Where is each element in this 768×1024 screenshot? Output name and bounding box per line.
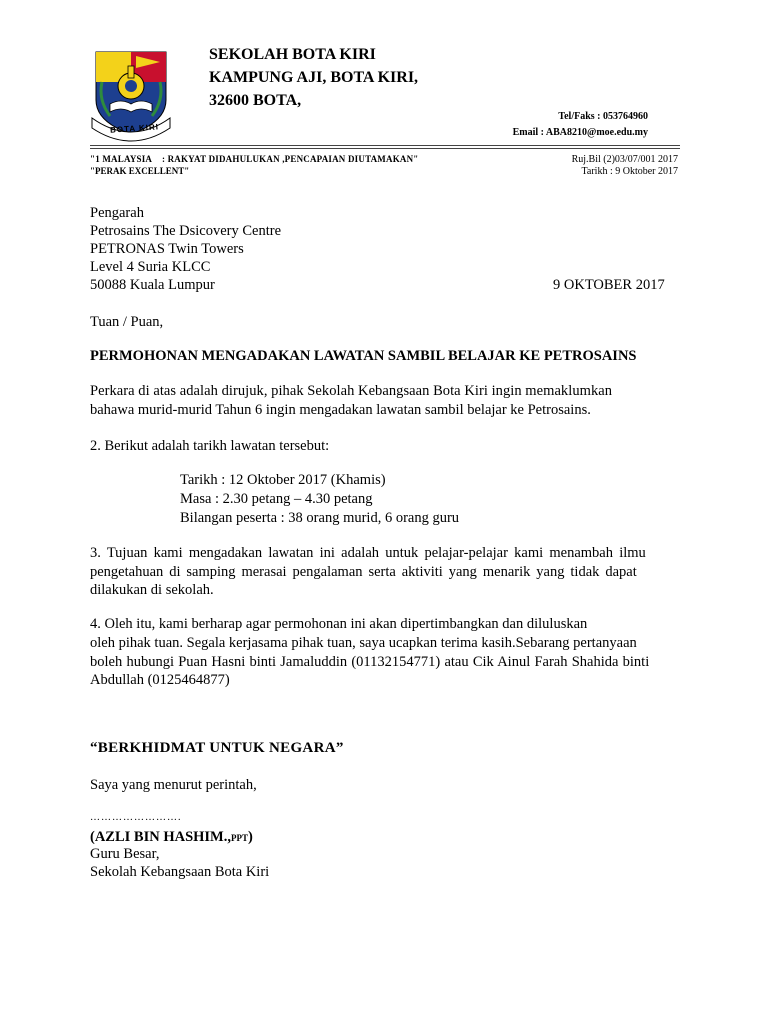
paragraph-4-line: Abdullah (0125464877): [90, 672, 230, 688]
email-address: Email : ABA8210@moe.edu.my: [512, 127, 648, 138]
school-address-line1: KAMPUNG AJI, BOTA KIRI,: [209, 69, 419, 86]
signatory-name: [90, 829, 253, 846]
motto-line-2: "PERAK EXCELLENT": [90, 166, 190, 176]
visit-participants: Bilangan peserta : 38 orang murid, 6 orang guru: [180, 510, 460, 526]
signature-dots: …………………….: [90, 812, 182, 823]
recipient-line: Petrosains The Dsicovery Centre: [90, 223, 282, 239]
letter-date: 9 OKTOBER 2017: [553, 277, 665, 293]
recipient-line: 50088 Kuala Lumpur: [90, 277, 215, 293]
visit-date: Tarikh : 12 Oktober 2017 (Khamis): [180, 472, 386, 488]
paragraph-3-line: 3. Tujuan kami mengadakan lawatan ini adalah untuk pelajar-pelajar kami menambah ilmu: [90, 545, 646, 561]
reference-date: Tarikh : 9 Oktober 2017: [581, 166, 678, 177]
letter-subject: PERMOHONAN MENGADAKAN LAWATAN SAMBIL BELAJAR KE PETROSAINS: [90, 348, 637, 364]
recipient-line: Pengarah: [90, 205, 144, 221]
paragraph-2: 2. Berikut adalah tarikh lawatan tersebut:: [90, 438, 330, 454]
signatory-suffix: PPT: [231, 833, 248, 843]
letterhead-divider-top: [90, 145, 680, 146]
motto-rakyat: : RAKYAT DIDAHULUKAN ,PENCAPAIAN DIUTAMAKAN": [161, 154, 419, 164]
paragraph-3-line: pengetahuan di samping merasai pengalaman serta aktiviti yang menarik yang tidak dapat: [90, 564, 637, 580]
recipient-line: Level 4 Suria KLCC: [90, 259, 211, 275]
motto-1-malaysia: "1 MALAYSIA: [90, 154, 153, 164]
slogan: “BERKHIDMAT UNTUK NEGARA”: [90, 740, 344, 756]
signatory-title: Guru Besar,: [90, 846, 160, 862]
signatory-close-paren: ): [248, 829, 253, 845]
recipient-line: PETRONAS Twin Towers: [90, 241, 244, 257]
paragraph-1-line: bahawa murid-murid Tahun 6 ingin mengadakan lawatan sambil belajar ke Petrosains.: [90, 402, 591, 418]
paragraph-4-line: oleh pihak tuan. Segala kerjasama pihak tuan, saya ucapkan terima kasih.Sebarang pertanyaan: [90, 635, 637, 651]
school-name: SEKOLAH BOTA KIRI: [209, 46, 376, 63]
salutation: Tuan / Puan,: [90, 314, 164, 330]
signatory-school: Sekolah Kebangsaan Bota Kiri: [90, 864, 270, 880]
school-address-line2: 32600 BOTA,: [209, 92, 302, 109]
paragraph-4-line: 4. Oleh itu, kami berharap agar permohonan ini akan dipertimbangkan dan diluluskan: [90, 616, 588, 632]
crest-ribbon-text: BOTA KIRI: [109, 122, 160, 135]
motto-line-1: [90, 154, 419, 164]
letterhead-divider-bottom: [90, 148, 680, 149]
school-crest-logo: [88, 42, 174, 144]
closing-line: Saya yang menurut perintah,: [90, 777, 257, 793]
paragraph-3-line: dilakukan di sekolah.: [90, 582, 214, 598]
visit-time: Masa : 2.30 petang – 4.30 petang: [180, 491, 373, 507]
signatory-name-text: (AZLI BIN HASHIM.,: [90, 829, 231, 845]
paragraph-4-line: boleh hubungi Puan Hasni binti Jamaluddin (01132154771) atau Cik Ainul Farah Shahida binti: [90, 654, 650, 670]
paragraph-1-line: Perkara di atas adalah dirujuk, pihak Sekolah Kebangsaan Bota Kiri ingin memaklumkan: [90, 383, 613, 399]
reference-number: Ruj.Bil (2)03/07/001 2017: [571, 154, 678, 165]
tel-fax: Tel/Faks : 053764960: [558, 111, 648, 122]
